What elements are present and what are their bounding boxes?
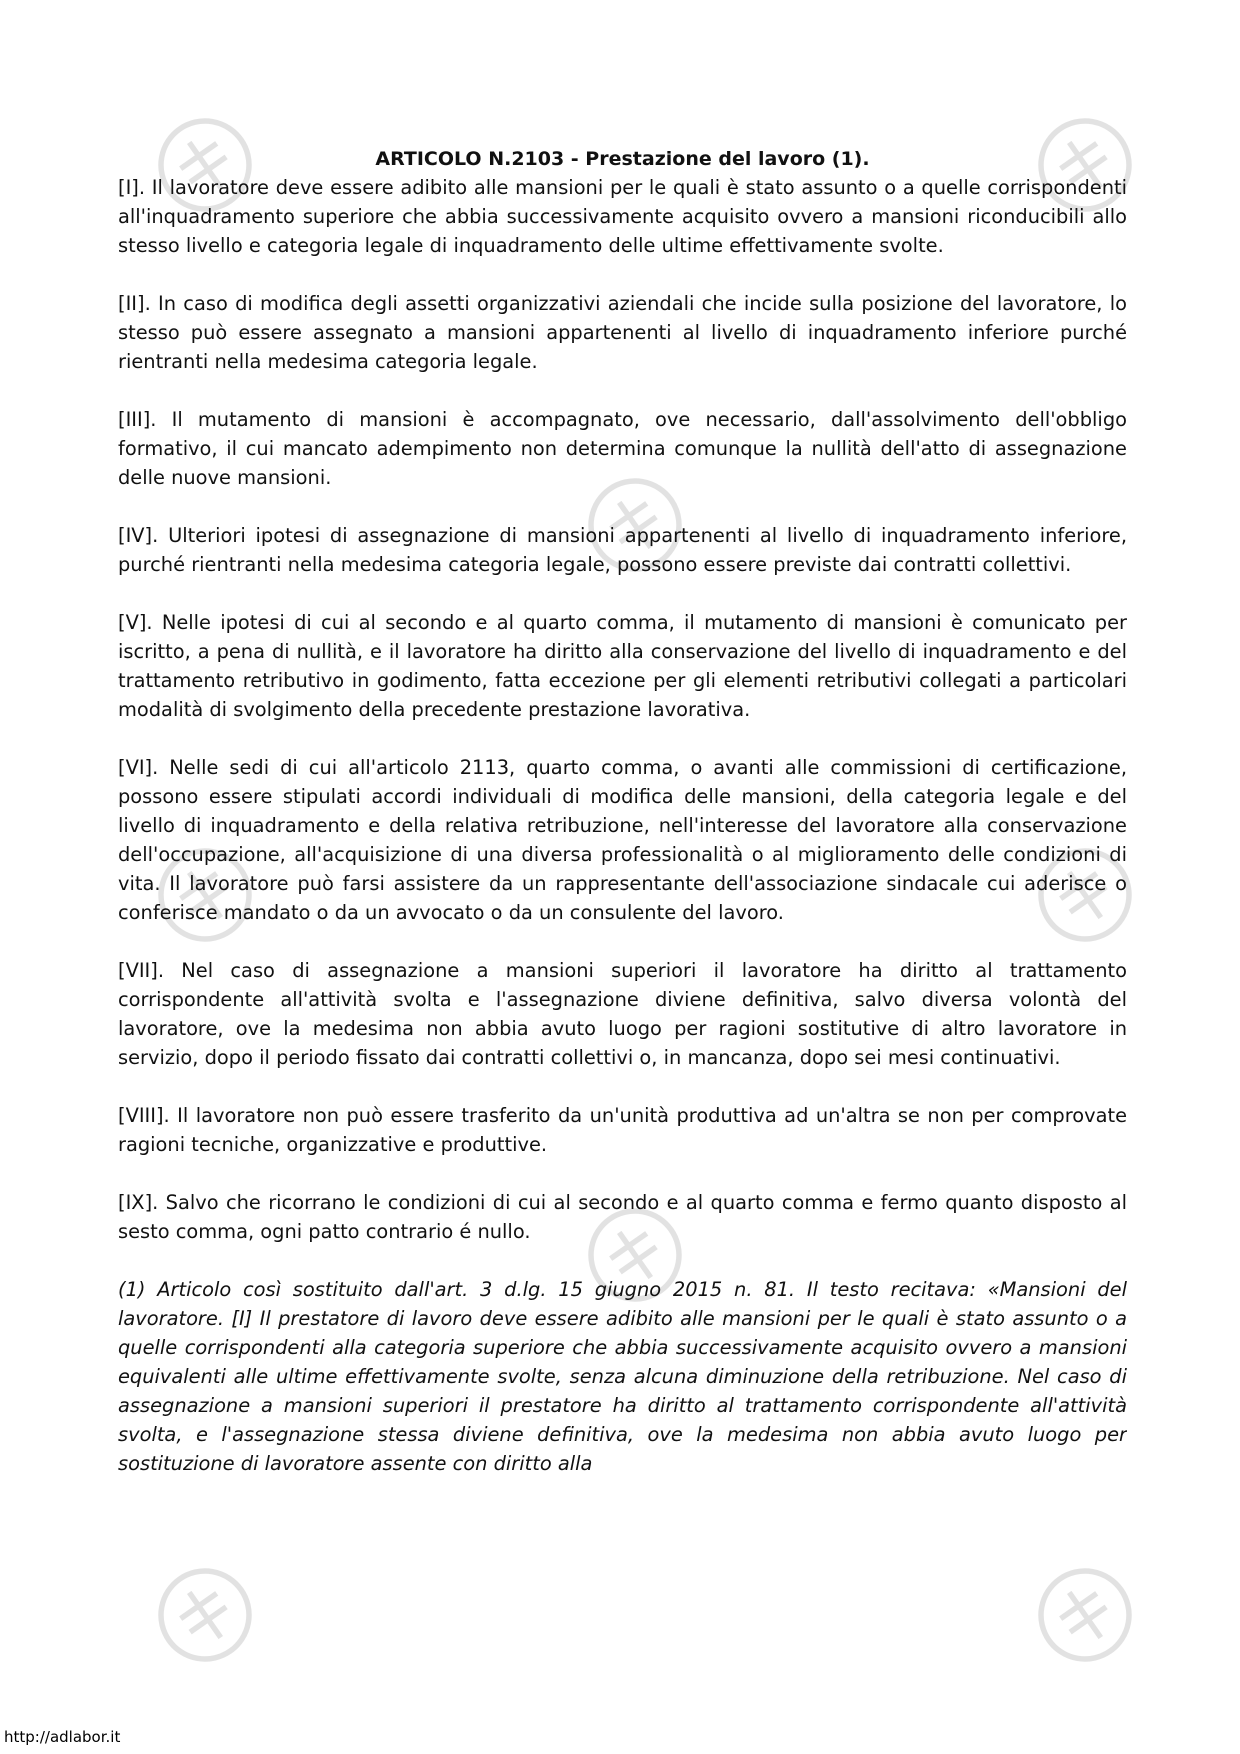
watermark-logo-icon: [1030, 1560, 1140, 1670]
paragraph-3: [III]. Il mutamento di mansioni è accompagnato, ove necessario, dall'assolvimento dell'obbligo formativo, il cui mancato adempimento non determina comunque la nullità dell'atto di assegnazione delle nuove mansioni.: [118, 408, 1127, 489]
paragraph-9: [IX]. Salvo che ricorrano le condizioni di cui al secondo e al quarto comma e fermo quanto disposto al sesto comma, ogni patto contrario é nullo.: [118, 1191, 1127, 1243]
paragraph-1: [I]. Il lavoratore deve essere adibito alle mansioni per le quali è stato assunto o a quelle corrispondenti all'inquadramento superiore che abbia successivamente acquisito ovvero a mansioni riconducibili allo stesso livello e categoria legale di inquadramento delle ultime effettivamente svolte.: [118, 176, 1127, 257]
footnote: (1) Articolo così sostituito dall'art. 3 d.lg. 15 giugno 2015 n. 81. Il testo recitava: «Mansioni del lavoratore. [I] Il prestatore di lavoro deve essere adibito alle mansioni per le quali è stato assunto o a quelle corrispondenti alla categoria superiore che abbia successivamente acquisito ovvero a mansioni equivalenti alle ultime effettivamente svolte, senza alcuna diminuzione della retribuzione. Nel caso di assegnazione a mansioni superiori il prestatore ha diritto al trattamento corrispondente all'attività svolta, e l'assegnazione stessa diviene definitiva, ove la medesima non abbia avuto luogo per sostituzione di lavoratore assente con diritto alla: [118, 1278, 1127, 1475]
paragraph-7: [VII]. Nel caso di assegnazione a mansioni superiori il lavoratore ha diritto al trattamento corrispondente all'attività svolta e l'assegnazione diviene definitiva, salvo diversa volontà del lavoratore, ove la medesima non abbia avuto luogo per ragioni sostitutive di altro lavoratore in servizio, dopo il periodo fissato dai contratti collettivi o, in mancanza, dopo sei mesi continuativi.: [118, 959, 1127, 1069]
footer-url[interactable]: http://adlabor.it: [4, 1728, 121, 1746]
article-title: ARTICOLO N.2103 - Prestazione del lavoro (1).: [375, 148, 870, 170]
paragraph-6: [VI]. Nelle sedi di cui all'articolo 2113, quarto comma, o avanti alle commissioni di certificazione, possono essere stipulati accordi individuali di modifica delle mansioni, della categoria legale e del livello di inquadramento e della relativa retribuzione, nell'interesse del lavoratore alla conservazione dell'occupazione, all'acquisizione di una diversa professionalità o al miglioramento delle condizioni di vita. Il lavoratore può farsi assistere da un rappresentante dell'associazione sindacale cui aderisce o conferisce mandato o da un avvocato o da un consulente del lavoro.: [118, 756, 1127, 924]
document-page: [118, 145, 1127, 1478]
paragraph-2: [II]. In caso di modifica degli assetti organizzativi aziendali che incide sulla posizione del lavoratore, lo stesso può essere assegnato a mansioni appartenenti al livello di inquadramento inferiore purché rientranti nella medesima categoria legale.: [118, 292, 1127, 373]
paragraph-4: [IV]. Ulteriori ipotesi di assegnazione di mansioni appartenenti al livello di inquadramento inferiore, purché rientranti nella medesima categoria legale, possono essere previste dai contratti collettivi.: [118, 524, 1127, 576]
paragraph-5: [V]. Nelle ipotesi di cui al secondo e al quarto comma, il mutamento di mansioni è comunicato per iscritto, a pena di nullità, e il lavoratore ha diritto alla conservazione del livello di inquadramento e del trattamento retributivo in godimento, fatta eccezione per gli elementi retributivi collegati a particolari modalità di svolgimento della precedente prestazione lavorativa.: [118, 611, 1127, 721]
paragraph-8: [VIII]. Il lavoratore non può essere trasferito da un'unità produttiva ad un'altra se non per comprovate ragioni tecniche, organizzative e produttive.: [118, 1104, 1127, 1156]
watermark-logo-icon: [150, 1560, 260, 1670]
